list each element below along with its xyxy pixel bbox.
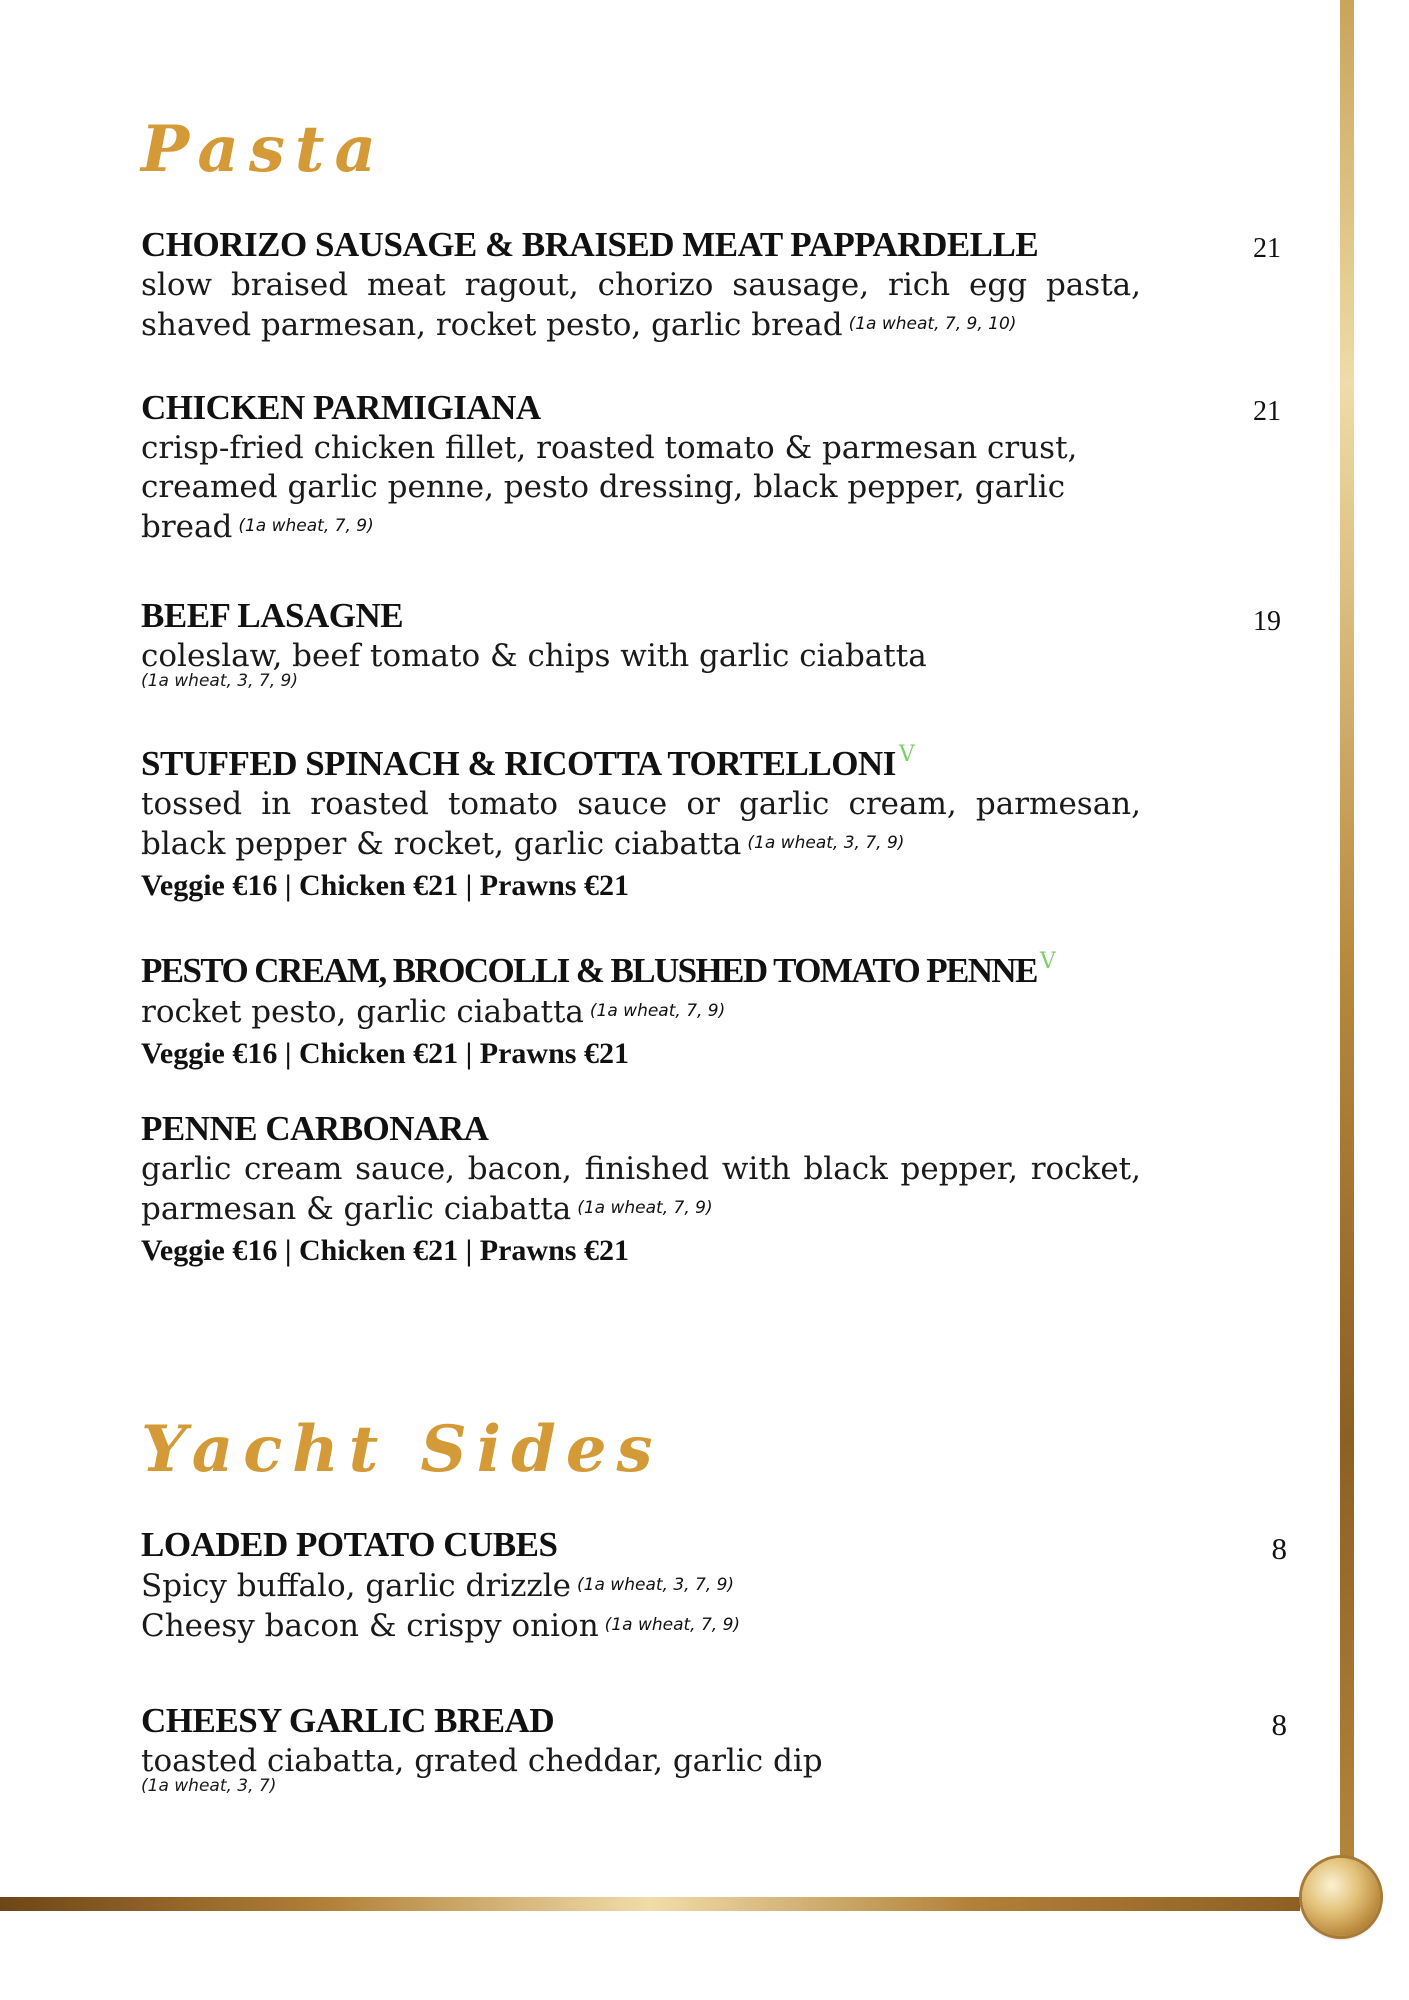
price-options: Veggie €16 | Chicken €21 | Prawns €21 bbox=[141, 1234, 629, 1267]
item-description bbox=[141, 992, 1141, 1032]
item-description-line bbox=[141, 1566, 1141, 1606]
item-price: 19 bbox=[1253, 606, 1281, 637]
allergen-note: (1a wheat, 3, 7, 9) bbox=[141, 671, 298, 691]
price-options: Veggie €16 | Chicken €21 | Prawns €21 bbox=[141, 869, 629, 902]
description-text: garlic cream sauce, bacon, finished with black pepper, rocket, parmesan & garlic ciabatta bbox=[141, 1151, 1141, 1227]
description-text: slow braised meat ragout, chorizo sausage, rich egg pasta, shaved parmesan, rocket pesto, garlic bread bbox=[141, 267, 1141, 343]
item-description bbox=[141, 637, 1141, 692]
item-name-text: STUFFED SPINACH & RICOTTA TORTELLONI bbox=[141, 744, 896, 783]
gold-medallion-ornament bbox=[1302, 1858, 1380, 1936]
item-description bbox=[141, 266, 1141, 345]
description-text: Spicy buffalo, garlic drizzle bbox=[141, 1568, 572, 1604]
allergen-note: (1a wheat, 7, 9) bbox=[589, 1001, 726, 1021]
menu-item-penne-carbonara bbox=[141, 1108, 1281, 1271]
price-options: Veggie €16 | Chicken €21 | Prawns €21 bbox=[141, 1037, 629, 1070]
item-name: CHORIZO SAUSAGE & BRAISED MEAT PAPPARDELLE bbox=[141, 225, 1039, 264]
item-description-line bbox=[141, 1606, 1141, 1646]
item-description bbox=[141, 785, 1141, 864]
item-name: BEEF LASAGNE bbox=[141, 596, 404, 635]
description-text: tossed in roasted tomato sauce or garlic cream, parmesan, black pepper & rocket, garlic ciabatta bbox=[141, 786, 1141, 862]
vegetarian-mark: V bbox=[1039, 949, 1055, 974]
item-price: 8 bbox=[1271, 1531, 1287, 1566]
allergen-note: (1a wheat, 7, 9, 10) bbox=[848, 314, 1017, 334]
gold-horizontal-border bbox=[0, 1897, 1300, 1911]
menu-item-pesto-cream-penne bbox=[141, 941, 1281, 1074]
menu-item-spinach-ricotta-tortelloni bbox=[141, 734, 1281, 906]
item-description bbox=[141, 429, 1151, 547]
item-description bbox=[141, 1150, 1141, 1229]
gold-vertical-border bbox=[1340, 0, 1354, 1915]
menu-item-beef-lasagne bbox=[141, 595, 1281, 692]
description-text: rocket pesto, garlic ciabatta bbox=[141, 994, 584, 1030]
description-text: Cheesy bacon & crispy onion bbox=[141, 1608, 599, 1644]
description-text: toasted ciabatta, grated cheddar, garlic dip bbox=[141, 1743, 823, 1779]
item-name: CHEESY GARLIC BREAD bbox=[141, 1701, 555, 1740]
section-title-yacht-sides: Yacht Sides bbox=[141, 1412, 663, 1487]
item-name bbox=[141, 734, 1281, 785]
item-name: LOADED POTATO CUBES bbox=[141, 1525, 558, 1564]
allergen-note: (1a wheat, 3, 7, 9) bbox=[747, 833, 905, 853]
allergen-note: (1a wheat, 7, 9) bbox=[604, 1615, 741, 1635]
menu-item-loaded-potato-cubes bbox=[141, 1524, 1287, 1646]
menu-item-chicken-parmigiana bbox=[141, 387, 1281, 547]
item-name: PENNE CARBONARA bbox=[141, 1109, 489, 1148]
section-title-pasta: Pasta bbox=[141, 112, 386, 187]
allergen-note: (1a wheat, 3, 7) bbox=[141, 1776, 277, 1796]
description-text: coleslaw, beef tomato & chips with garlic ciabatta bbox=[141, 638, 927, 674]
item-price: 21 bbox=[1253, 396, 1281, 427]
allergen-note: (1a wheat, 7, 9) bbox=[238, 516, 374, 536]
item-name-text: PESTO CREAM, BROCOLLI & BLUSHED TOMATO PENNE bbox=[141, 951, 1037, 990]
item-description bbox=[141, 1742, 1141, 1797]
allergen-note: (1a wheat, 7, 9) bbox=[577, 1198, 713, 1218]
item-price: 8 bbox=[1271, 1707, 1287, 1742]
vegetarian-mark: V bbox=[898, 742, 915, 767]
description-text: crisp-fried chicken fillet, roasted tomato & parmesan crust, creamed garlic penne, pesto dressing, black pepper, garlic bread bbox=[141, 430, 1078, 545]
item-name bbox=[141, 941, 1281, 992]
allergen-note: (1a wheat, 3, 7, 9) bbox=[577, 1575, 735, 1595]
menu-item-cheesy-garlic-bread bbox=[141, 1700, 1287, 1797]
item-name: CHICKEN PARMIGIANA bbox=[141, 388, 541, 427]
item-price: 21 bbox=[1253, 233, 1281, 264]
menu-item-chorizo-pappardelle bbox=[141, 224, 1281, 345]
